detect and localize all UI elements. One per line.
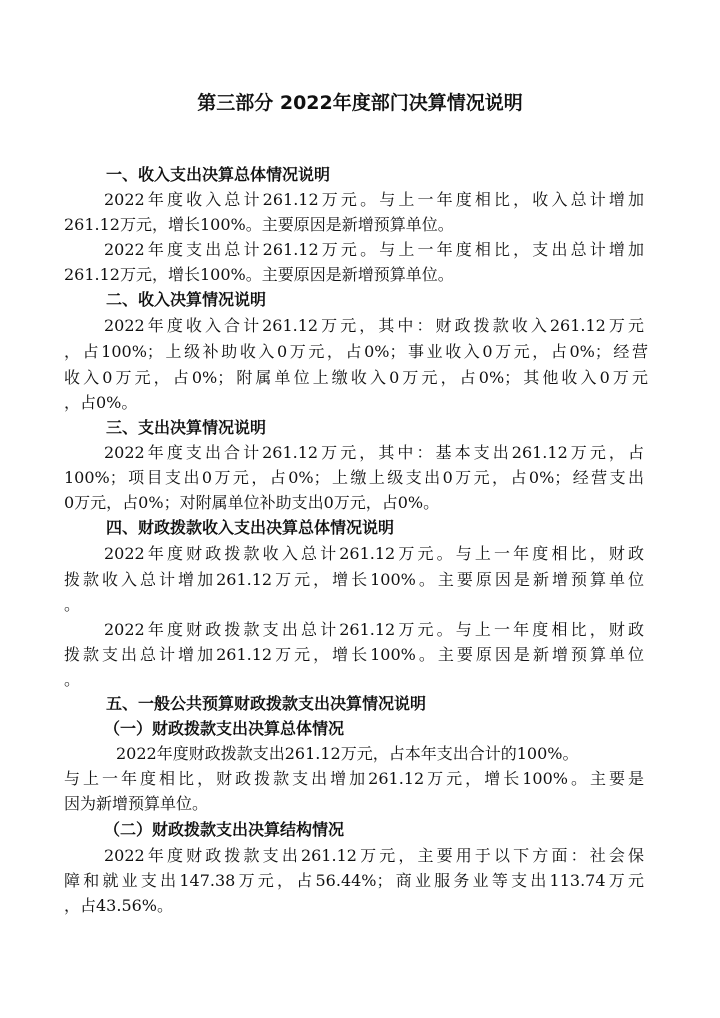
paragraph-line: 。 <box>64 595 81 614</box>
section-5-heading: 五、一般公共预算财政拨款支出决算情况说明 <box>106 694 427 713</box>
paragraph-line: 0万元，占0%；对附属单位补助支出0万元，占0%。 <box>64 493 440 512</box>
paragraph-line: 2022年度财政拨款支出261.12万元，主要用于以下方面：社会保 <box>104 846 644 865</box>
paragraph-line: ，占0%。 <box>64 393 138 412</box>
paragraph-line: ，占43.56%。 <box>64 896 174 915</box>
paragraph-line: 拨款收入总计增加261.12万元，增长100%。主要原因是新增预算单位 <box>64 570 644 589</box>
paragraph-line: 100%；项目支出0万元，占0%；上缴上级支出0万元，占0%；经营支出 <box>64 468 644 487</box>
paragraph-line: 2022年度财政拨款支出261.12万元，占本年支出合计的100%。 <box>116 744 579 763</box>
paragraph-line: 2022年度支出合计261.12万元，其中：基本支出261.12万元，占 <box>104 443 644 462</box>
subsection-1-heading: （一）财政拨款支出决算总体情况 <box>104 719 345 738</box>
section-1-heading: 一、收入支出决算总体情况说明 <box>106 165 331 184</box>
paragraph-line: 因为新增预算单位。 <box>64 794 209 813</box>
section-3-heading: 三、支出决算情况说明 <box>106 418 267 437</box>
paragraph-line: 2022年度收入合计261.12万元，其中：财政拨款收入261.12万元 <box>104 316 644 335</box>
paragraph-line: 收入0万元，占0%；附属单位上缴收入0万元，占0%；其他收入0万元 <box>64 368 648 387</box>
paragraph-line: ，占100%；上级补助收入0万元，占0%；事业收入0万元，占0%；经营 <box>64 342 648 361</box>
section-2-heading: 二、收入决算情况说明 <box>106 290 267 309</box>
paragraph-line: 与上一年度相比，财政拨款支出增加261.12万元，增长100%。主要是 <box>64 769 644 788</box>
paragraph-line: 261.12万元，增长100%。主要原因是新增预算单位。 <box>64 215 454 234</box>
paragraph-line: 2022年度支出总计261.12万元。与上一年度相比，支出总计增加 <box>104 240 644 259</box>
section-4-heading: 四、财政拨款收入支出决算总体情况说明 <box>106 518 395 537</box>
paragraph-line: 2022年度财政拨款收入总计261.12万元。与上一年度相比，财政 <box>104 544 644 563</box>
subsection-2-heading: （二）财政拨款支出决算结构情况 <box>104 820 345 839</box>
page-title: 第三部分 2022年度部门决算情况说明 <box>197 92 523 114</box>
paragraph-line: 。 <box>64 670 81 689</box>
paragraph-line: 261.12万元，增长100%。主要原因是新增预算单位。 <box>64 265 454 284</box>
paragraph-line: 2022年度财政拨款支出总计261.12万元。与上一年度相比，财政 <box>104 620 644 639</box>
paragraph-line: 2022年度收入总计261.12万元。与上一年度相比，收入总计增加 <box>104 190 644 209</box>
paragraph-line: 障和就业支出147.38万元，占56.44%；商业服务业等支出113.74万元 <box>64 871 644 890</box>
paragraph-line: 拨款支出总计增加261.12万元，增长100%。主要原因是新增预算单位 <box>64 645 644 664</box>
